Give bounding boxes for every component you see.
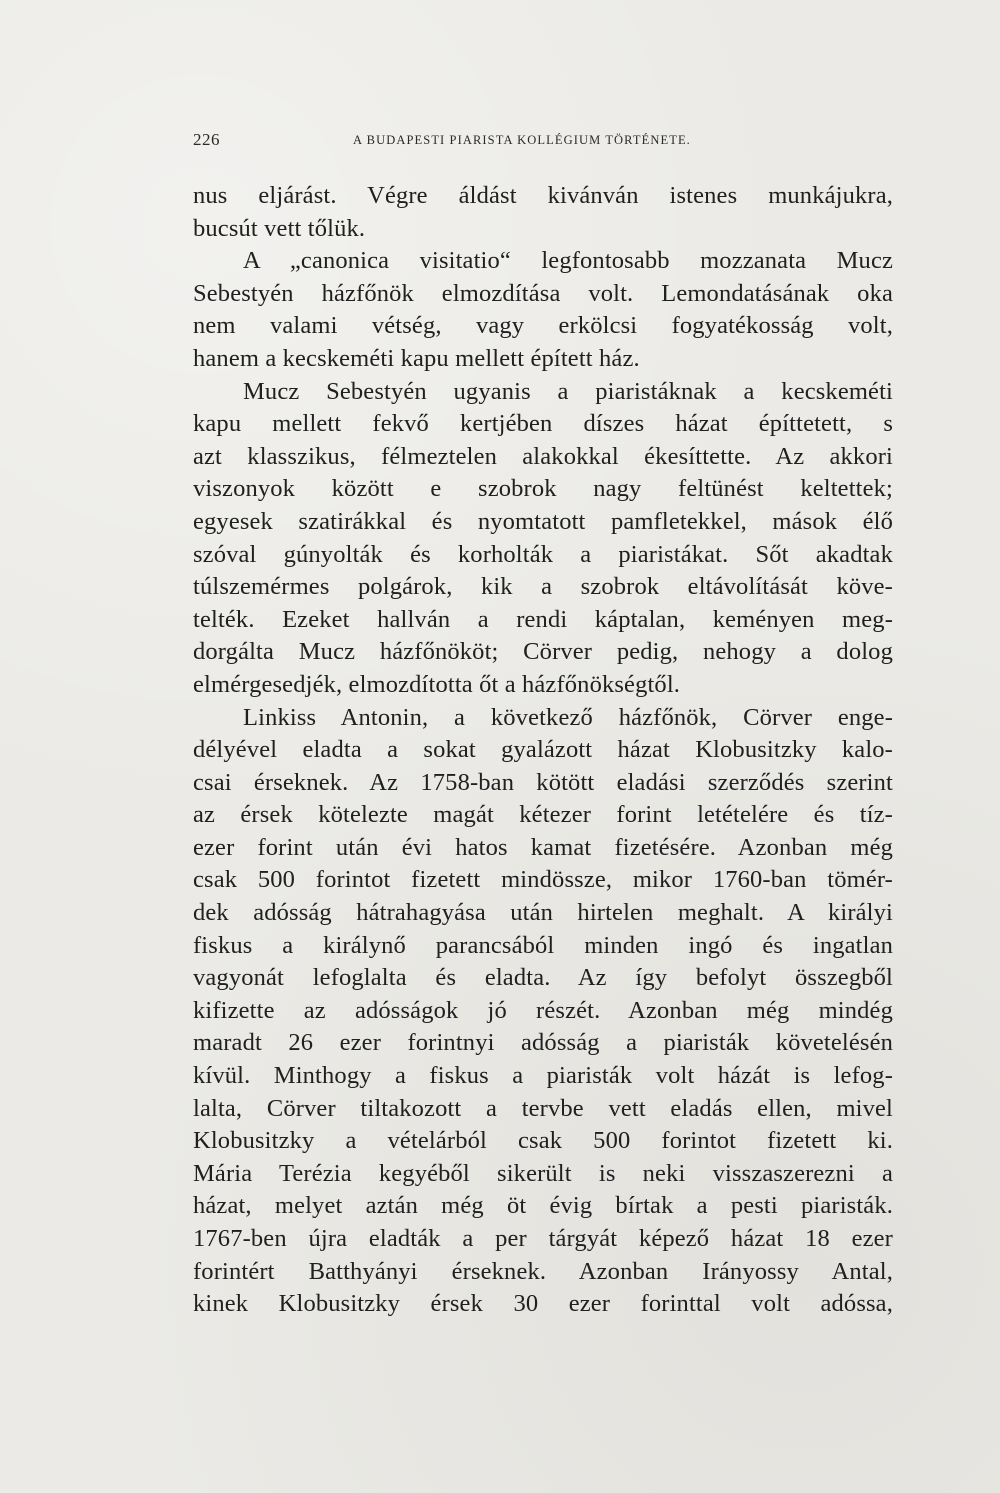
text-line: nem valami vétség, vagy erkölcsi fogyatékosság volt, <box>193 312 893 340</box>
text-line: túlszemérmes polgárok, kik a szobrok eltávolítását köve- <box>193 573 893 601</box>
text-line: házat, melyet aztán még öt évig bírtak a pesti piaristák. <box>193 1192 893 1220</box>
text-line: fiskus a királynő parancsából minden ingó és ingatlan <box>193 931 893 959</box>
text-line: kinek Klobusitzky érsek 30 ezer forinttal volt adóssa, <box>193 1290 893 1318</box>
text-line: Klobusitzky a vételárból csak 500 forintot fizetett ki. <box>193 1127 893 1155</box>
paragraph-start-line: Mucz Sebestyén ugyanis a piaristáknak a kecskeméti <box>243 377 893 405</box>
text-line: vagyonát lefoglalta és eladta. Az így befolyt összegből <box>193 964 893 992</box>
text-line: azt klasszikus, félmeztelen alakokkal ékesíttette. Az akkori <box>193 442 893 470</box>
text-line: csak 500 forintot fizetett mindössze, mikor 1760-ban tömér- <box>193 866 893 894</box>
text-line: kívül. Minthogy a fiskus a piaristák volt házát is lefog- <box>193 1062 893 1090</box>
text-line: délyével eladta a sokat gyalázott házat Klobusitzky kalo- <box>193 736 893 764</box>
paragraph-start-line: Linkiss Antonin, a következő házfőnök, Cörver enge- <box>243 703 893 731</box>
body-text <box>193 180 893 1321</box>
text-line: bucsút vett tőlük. <box>193 214 366 242</box>
text-line: lalta, Cörver tiltakozott a tervbe vett eladás ellen, mivel <box>193 1094 893 1122</box>
text-line: 1767-ben újra eladták a per tárgyát képező házat 18 ezer <box>193 1225 893 1252</box>
text-line: nus eljárást. Végre áldást kivánván istenes munkájukra, <box>193 182 893 209</box>
text-line: kapu mellett fekvő kertjében díszes házat építtetett, s <box>193 410 893 438</box>
text-line: dorgálta Mucz házfőnököt; Cörver pedig, nehogy a dolog <box>193 638 893 666</box>
page-number: 226 <box>193 130 220 149</box>
text-line: Sebestyén házfőnök elmozdítása volt. Lemondatásának oka <box>193 279 893 307</box>
text-line: elmérgesedjék, elmozdította őt a házfőnökségtől. <box>193 670 681 698</box>
text-line: az érsek kötelezte magát kétezer forint letételére és tíz- <box>193 801 893 829</box>
text-line: Mária Terézia kegyéből sikerült is neki visszaszerezni a <box>193 1159 893 1187</box>
text-line: szóval gúnyolták és korholták a piaristákat. Sőt akadtak <box>193 540 893 568</box>
text-line: forintért Batthyányi érseknek. Azonban Irányossy Antal, <box>193 1257 893 1285</box>
paragraph-start-line: A „canonica visitatio“ legfontosabb mozzanata Mucz <box>243 247 893 275</box>
text-line: egyesek szatirákkal és nyomtatott pamfletekkel, mások élő <box>193 507 893 535</box>
text-line: hanem a kecskeméti kapu mellett épített ház. <box>193 344 640 372</box>
running-title: A BUDAPESTI PIARISTA KOLLÉGIUM TÖRTÉNETE. <box>353 133 691 147</box>
page-header <box>193 130 893 154</box>
text-line: maradt 26 ezer forintnyi adósság a piaristák követelésén <box>193 1029 893 1057</box>
text-line: viszonyok között e szobrok nagy feltünést keltettek; <box>193 475 893 503</box>
text-line: csai érseknek. Az 1758-ban kötött eladási szerződés szerint <box>193 768 893 796</box>
text-line: dek adósság hátrahagyása után hirtelen meghalt. A királyi <box>193 899 893 927</box>
text-line: telték. Ezeket hallván a rendi káptalan, keményen meg- <box>193 605 893 633</box>
text-line: kifizette az adósságok jó részét. Azonban még mindég <box>193 996 893 1024</box>
text-line: ezer forint után évi hatos kamat fizetésére. Azonban még <box>193 833 893 861</box>
